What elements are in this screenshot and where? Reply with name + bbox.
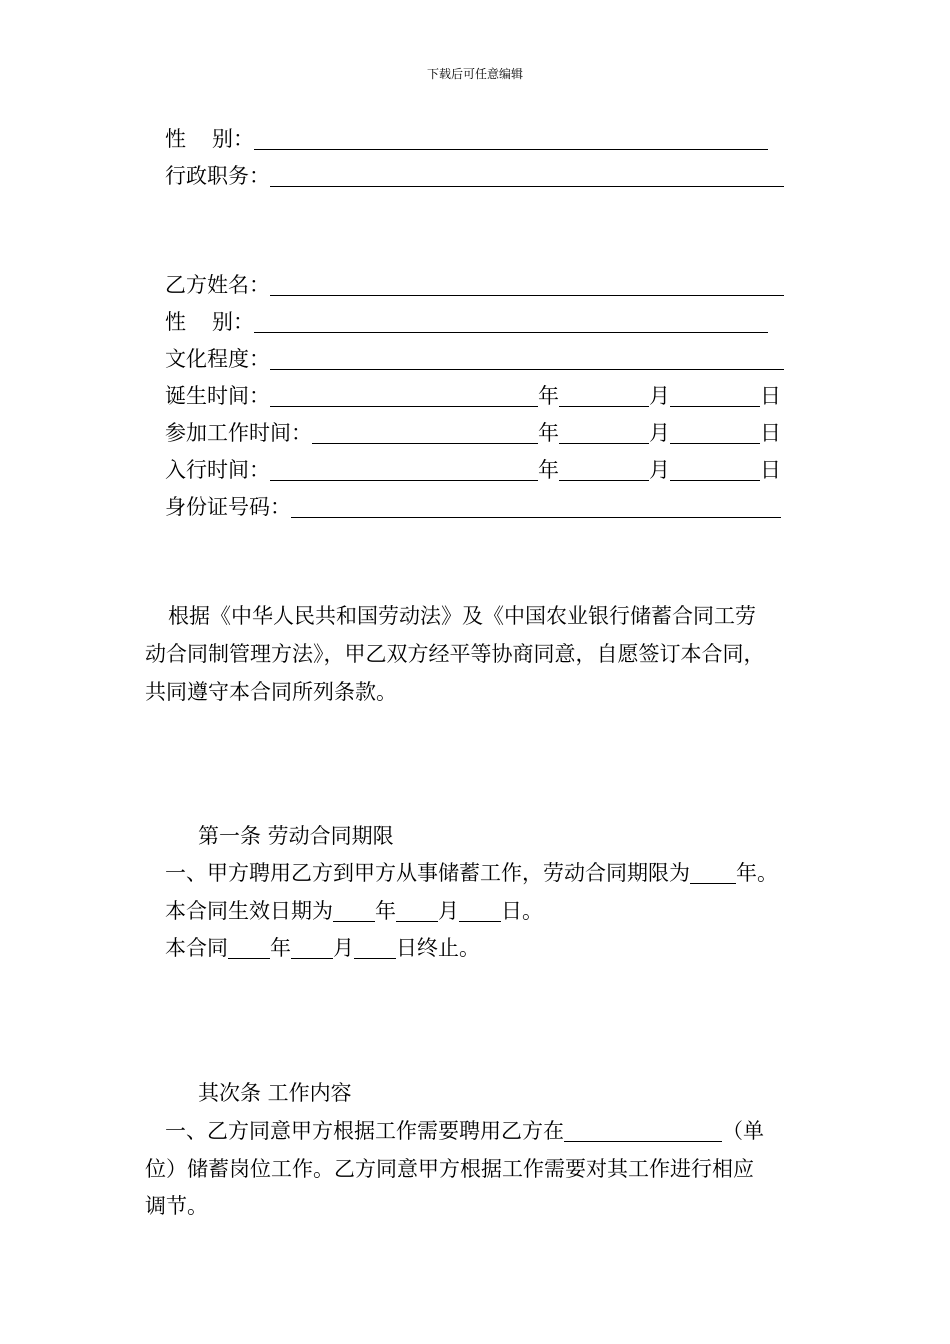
jia-position-line	[165, 163, 784, 189]
month-label: 月	[649, 458, 670, 482]
join-year-blank[interactable]	[270, 460, 538, 481]
term-years-blank[interactable]	[690, 863, 736, 884]
education-label: 文化程度：	[165, 347, 270, 371]
article1-l1-text: 一、甲方聘用乙方到甲方从事储蓄工作，劳动合同期限为	[165, 861, 690, 885]
year-label: 年	[538, 458, 559, 482]
gender-label-b: 别：	[212, 127, 254, 151]
yi-name-label: 乙方姓名：	[165, 273, 270, 297]
birth-label: 诞生时间：	[165, 384, 270, 408]
year-label: 年	[538, 384, 559, 408]
article1-l1-end: 年。	[736, 861, 778, 885]
yi-education-line	[165, 346, 784, 372]
yi-join-line	[165, 457, 781, 483]
birth-month-blank[interactable]	[559, 386, 649, 407]
article1-title: 第一条 劳动合同期限	[198, 824, 394, 848]
jia-gender-blank[interactable]	[254, 129, 768, 150]
unit-blank[interactable]	[564, 1121, 722, 1142]
yi-name-blank[interactable]	[270, 275, 784, 296]
article2-title: 其次条 工作内容	[198, 1081, 352, 1105]
yi-gender-blank[interactable]	[254, 312, 768, 333]
day-label: 日。	[501, 899, 543, 923]
gender-label-b: 别：	[212, 310, 254, 334]
end-day-blank[interactable]	[354, 938, 396, 959]
birth-day-blank[interactable]	[670, 386, 760, 407]
position-label: 行政职务：	[165, 164, 270, 188]
article2-line-2: 位）储蓄岗位工作。乙方同意甲方根据工作需要对其工作进行相应	[145, 1157, 754, 1181]
day-label: 日	[760, 458, 781, 482]
effective-day-blank[interactable]	[459, 901, 501, 922]
year-label: 年	[375, 899, 396, 923]
article2-l1-text: 一、乙方同意甲方根据工作需要聘用乙方在	[165, 1119, 564, 1143]
end-suffix: 日终止。	[396, 936, 480, 960]
article2-l1-end: （单	[722, 1119, 764, 1143]
month-label: 月	[649, 384, 670, 408]
work-day-blank[interactable]	[670, 423, 760, 444]
gender-label-a: 性	[165, 310, 186, 334]
end-year-blank[interactable]	[228, 938, 270, 959]
day-label: 日	[760, 384, 781, 408]
jia-gender-line	[165, 126, 768, 152]
join-day-blank[interactable]	[670, 460, 760, 481]
id-number-blank[interactable]	[291, 497, 781, 518]
id-label: 身份证号码：	[165, 495, 291, 519]
work-start-label: 参加工作时间：	[165, 421, 312, 445]
yi-birth-line	[165, 383, 781, 409]
article1-line-1	[165, 860, 778, 886]
yi-gender-line	[165, 309, 768, 335]
preamble-line-3: 共同遵守本合同所列条款。	[145, 680, 397, 704]
page-header: 下载后可任意编辑	[426, 67, 523, 81]
year-label: 年	[538, 421, 559, 445]
month-label: 月	[438, 899, 459, 923]
join-month-blank[interactable]	[559, 460, 649, 481]
effective-month-blank[interactable]	[396, 901, 438, 922]
month-label: 月	[333, 936, 354, 960]
birth-year-blank[interactable]	[270, 386, 538, 407]
article1-line-2	[165, 898, 543, 924]
end-month-blank[interactable]	[291, 938, 333, 959]
join-label: 入行时间：	[165, 458, 270, 482]
effective-year-blank[interactable]	[333, 901, 375, 922]
article2-line-1	[165, 1118, 764, 1144]
work-year-blank[interactable]	[312, 423, 538, 444]
jia-position-blank[interactable]	[270, 166, 784, 187]
effective-label: 本合同生效日期为	[165, 899, 333, 923]
article2-line-3: 调节。	[145, 1194, 208, 1218]
article1-line-3	[165, 935, 480, 961]
work-month-blank[interactable]	[559, 423, 649, 444]
yi-name-line	[165, 272, 784, 298]
month-label: 月	[649, 421, 670, 445]
yi-education-blank[interactable]	[270, 349, 784, 370]
preamble-line-1: 根据《中华人民共和国劳动法》及《中国农业银行储蓄合同工劳	[168, 604, 756, 628]
year-label: 年	[270, 936, 291, 960]
day-label: 日	[760, 421, 781, 445]
preamble-line-2: 动合同制管理方法》，甲乙双方经平等协商同意，自愿签订本合同，	[145, 642, 765, 666]
yi-work-start-line	[165, 420, 781, 446]
yi-id-line	[165, 494, 781, 520]
termination-label: 本合同	[165, 936, 228, 960]
gender-label-a: 性	[165, 127, 186, 151]
